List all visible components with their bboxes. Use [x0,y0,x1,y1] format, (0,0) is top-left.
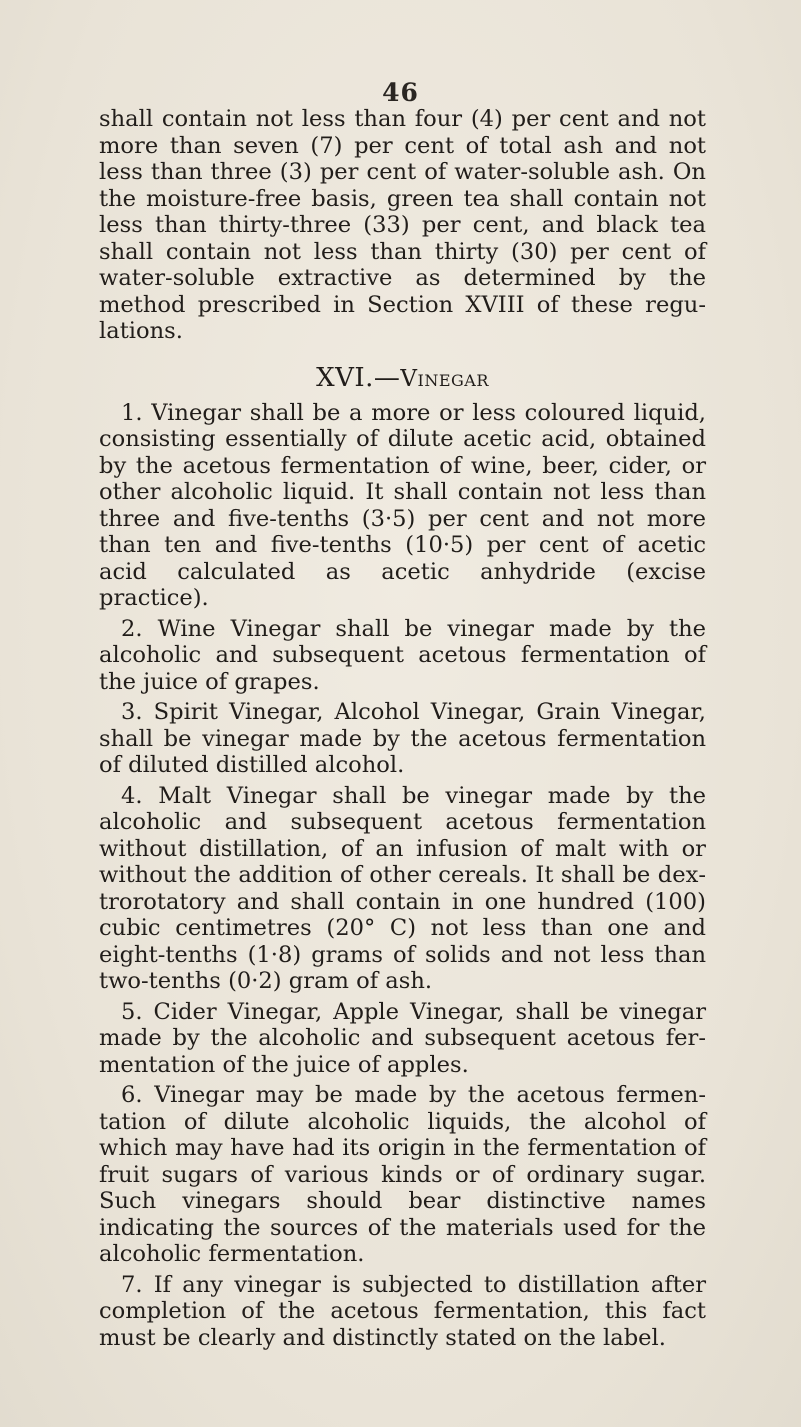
paragraph-7: 7. If any vinegar is subjected to distillation after completion of the acetous fermentation, this fact must be clearly and distinctly stated on the label. [99,1271,706,1351]
intro-paragraph: shall contain not less than four (4) per cent and not more than seven (7) per cent of total ash and not less than three (3) per cent of water-soluble ash. On the moisture-free basis, green tea shall contain not less than thirty-three (33) per cent, and black tea shall contain not less than thirty (30) per cent of water-soluble extractive as determined by the method prescribed in Section XVIII of these regulations. [99,106,706,344]
page-body [99,106,706,1351]
page-number: 46 [382,78,419,107]
paragraph-5: 5. Cider Vinegar, Apple Vinegar, shall be vinegar made by the alcoholic and subsequent acetous fermentation of the juice of apples. [99,998,706,1078]
paragraph-1: 1. Vinegar shall be a more or less coloured liquid, consisting essentially of dilute acetic acid, obtained by the acetous fermentation of wine, beer, cider, or other alcoholic liquid. It shall contain not less than three and five-tenths (3·5) per cent and not more than ten and five-tenths (10·5) per cent of acetic acid calculated as acetic anhydride (excise practice). [99,399,706,611]
paragraph-2: 2. Wine Vinegar shall be vinegar made by the alcoholic and subsequent acetous fermentation of the juice of grapes. [99,615,706,695]
section-title: Vinegar [400,365,489,392]
paragraph-4: 4. Malt Vinegar shall be vinegar made by the alcoholic and subsequent acetous fermentation without distillation, of an infusion of malt with or without the addition of other cereals. It shall be dextrorotatory and shall contain in one hundred (100) cubic centimetres (20° C) not less than one and eight-tenths (1·8) grams of solids and not less than two-tenths (0·2) gram of ash. [99,782,706,994]
section-numeral: XVI.— [316,362,401,393]
section-heading [99,363,706,394]
paragraph-6: 6. Vinegar may be made by the acetous fermentation of dilute alcoholic liquids, the alcohol of which may have had its origin in the fermentation of fruit sugars of various kinds or of ordinary sugar. Such vinegars should bear distinctive names indicating the sources of the materials used for the alcoholic fermentation. [99,1082,706,1267]
paragraph-3: 3. Spirit Vinegar, Alcohol Vinegar, Grain Vinegar, shall be vinegar made by the acetous fermentation of diluted distilled alcohol. [99,699,706,778]
